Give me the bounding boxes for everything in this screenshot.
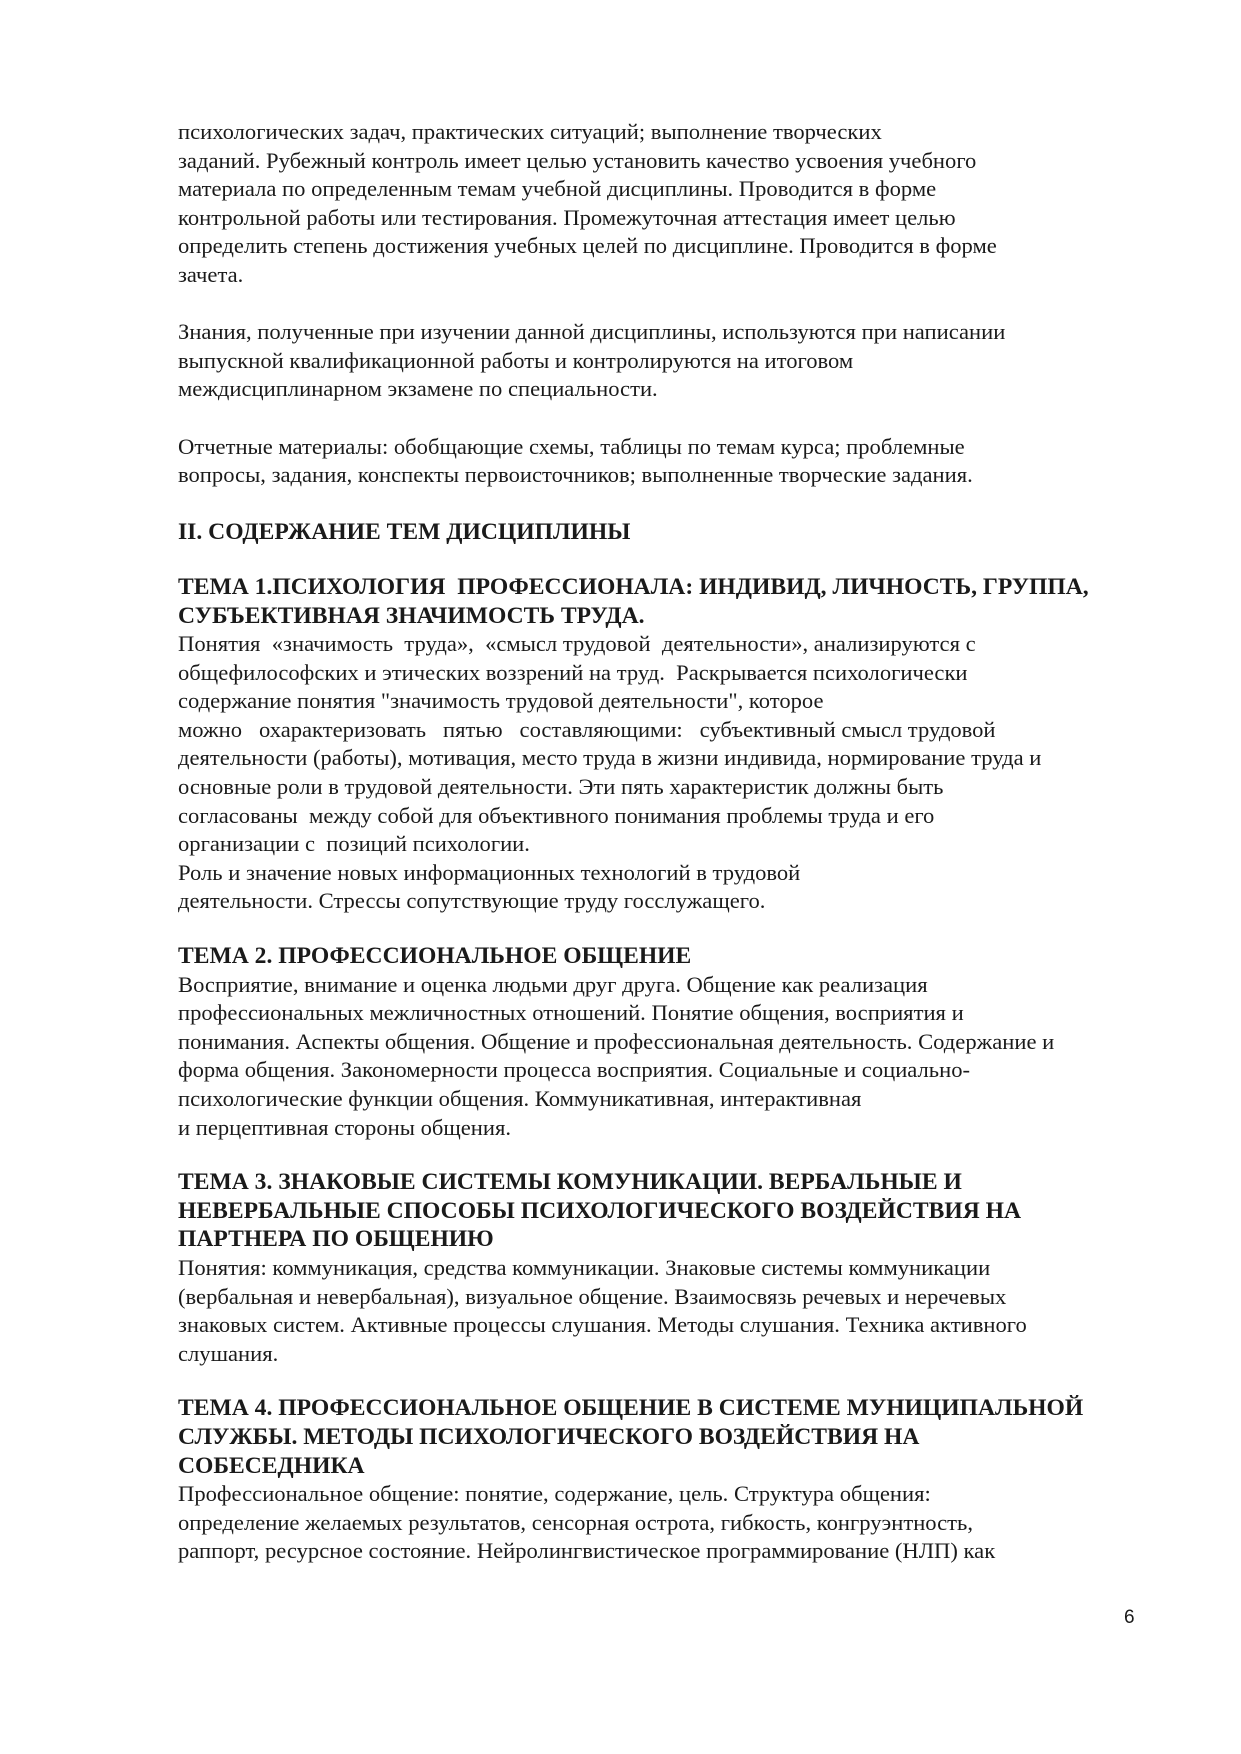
text-line: (вербальная и невербальная), визуальное общение. Взаимосвязь речевых и неречевых xyxy=(178,1283,1007,1309)
page-text xyxy=(178,118,1158,1566)
topic-title: ТЕМА 2. ПРОФЕССИОНАЛЬНОЕ ОБЩЕНИЕ xyxy=(178,943,692,970)
topic-title: СОБЕСЕДНИКА xyxy=(178,1452,365,1479)
text-line: знаковых систем. Активные процессы слушания. Методы слушания. Техника активного xyxy=(178,1312,1027,1338)
topic-title: ТЕМА 1.ПСИХОЛОГИЯ ПРОФЕССИОНАЛА: ИНДИВИД, ЛИЧНОСТЬ, ГРУППА, xyxy=(178,573,1089,600)
knowledge-paragraph xyxy=(178,318,1158,404)
topic-4 xyxy=(178,1394,1158,1566)
text-line: психологических задач, практических ситуаций; выполнение творческих xyxy=(178,119,882,144)
text-line: Понятия «значимость труда», «смысл трудовой деятельности», анализируются с xyxy=(178,631,976,657)
text-line: деятельности. Стрессы сопутствующие труду госслужащего. xyxy=(178,888,766,914)
text-line: общефилософских и этических воззрений на труд. Раскрывается психологически xyxy=(178,659,968,685)
text-line: Знания, полученные при изучении данной дисциплины, используются при написании xyxy=(178,319,1006,345)
text-line: организации с позиций психологии. xyxy=(178,831,530,857)
text-line: форма общения. Закономерности процесса восприятия. Социальные и социально- xyxy=(178,1057,971,1083)
text-line: содержание понятия "значимость трудовой деятельности", которое xyxy=(178,688,824,714)
text-line: основные роли в трудовой деятельности. Эти пять характеристик должны быть xyxy=(178,774,944,800)
text-line: междисциплинарном экзамене по специальности. xyxy=(178,376,658,402)
text-line: психологические функции общения. Коммуникативная, интерактивная xyxy=(178,1086,862,1111)
intro-paragraph xyxy=(178,118,1158,290)
topic-title: СУБЪЕКТИВНАЯ ЗНАЧИМОСТЬ ТРУДА. xyxy=(178,602,645,629)
text-line: зачета. xyxy=(178,261,244,287)
text-line: деятельности (работы), мотивация, место труда в жизни индивида, нормирование труда и xyxy=(178,745,1042,771)
text-line: заданий. Рубежный контроль имеет целью установить качество усвоения учебного xyxy=(178,147,977,173)
text-line: профессиональных межличностных отношений. Понятие общения, восприятия и xyxy=(178,1000,964,1026)
topic-1 xyxy=(178,573,1158,916)
text-line: раппорт, ресурсное состояние. Нейролингвистическое программирование (НЛП) как xyxy=(178,1538,996,1564)
topic-title: ТЕМА 3. ЗНАКОВЫЕ СИСТЕМЫ КОМУНИКАЦИИ. ВЕРБАЛЬНЫЕ И xyxy=(178,1169,962,1196)
topic-3 xyxy=(178,1168,1158,1368)
text-line: понимания. Аспекты общения. Общение и профессиональная деятельность. Содержание и xyxy=(178,1028,1055,1054)
topic-title: ТЕМА 4. ПРОФЕССИОНАЛЬНОЕ ОБЩЕНИЕ В СИСТЕМЕ МУНИЦИПАЛЬНОЙ xyxy=(178,1395,1084,1422)
text-line: Понятия: коммуникация, средства коммуникации. Знаковые системы коммуникации xyxy=(178,1254,991,1280)
text-line: контрольной работы или тестирования. Промежуточная аттестация имеет целью xyxy=(178,204,956,230)
text-line: можно охарактеризовать пятью составляющими: субъективный смысл трудовой xyxy=(178,716,996,742)
reports-paragraph xyxy=(178,433,1158,490)
text-line: определить степень достижения учебных целей по дисциплине. Проводится в форме xyxy=(178,233,997,259)
text-line: согласованы между собой для объективного понимания проблемы труда и его xyxy=(178,802,935,828)
text-line: определение желаемых результатов, сенсорная острота, гибкость, конгруэнтность, xyxy=(178,1509,974,1535)
text-line: слушания. xyxy=(178,1340,279,1366)
topic-title: СЛУЖБЫ. МЕТОДЫ ПСИХОЛОГИЧЕСКОГО ВОЗДЕЙСТВИЯ НА xyxy=(178,1423,920,1450)
text-line: Профессиональное общение: понятие, содержание, цель. Структура общения: xyxy=(178,1481,931,1507)
topic-title: ПАРТНЕРА ПО ОБЩЕНИЮ xyxy=(178,1226,494,1253)
text-line: Отчетные материалы: обобщающие схемы, таблицы по темам курса; проблемные xyxy=(178,433,965,459)
text-line: Восприятие, внимание и оценка людьми друг друга. Общение как реализация xyxy=(178,971,928,997)
text-line: материала по определенным темам учебной дисциплины. Проводится в форме xyxy=(178,176,937,202)
section-title: II. СОДЕРЖАНИЕ ТЕМ ДИСЦИПЛИНЫ xyxy=(178,519,631,546)
text-line: вопросы, задания, конспекты первоисточников; выполненные творческие задания. xyxy=(178,462,973,488)
text-line: и перцептивная стороны общения. xyxy=(178,1114,512,1140)
topic-title: НЕВЕРБАЛЬНЫЕ СПОСОБЫ ПСИХОЛОГИЧЕСКОГО ВОЗДЕЙСТВИЯ НА xyxy=(178,1197,1022,1224)
page-number: 6 xyxy=(1124,1607,1135,1628)
text-line: Роль и значение новых информационных технологий в трудовой xyxy=(178,859,801,885)
text-line: выпускной квалификационной работы и контролируются на итоговом xyxy=(178,347,854,373)
topic-2 xyxy=(178,942,1158,1142)
